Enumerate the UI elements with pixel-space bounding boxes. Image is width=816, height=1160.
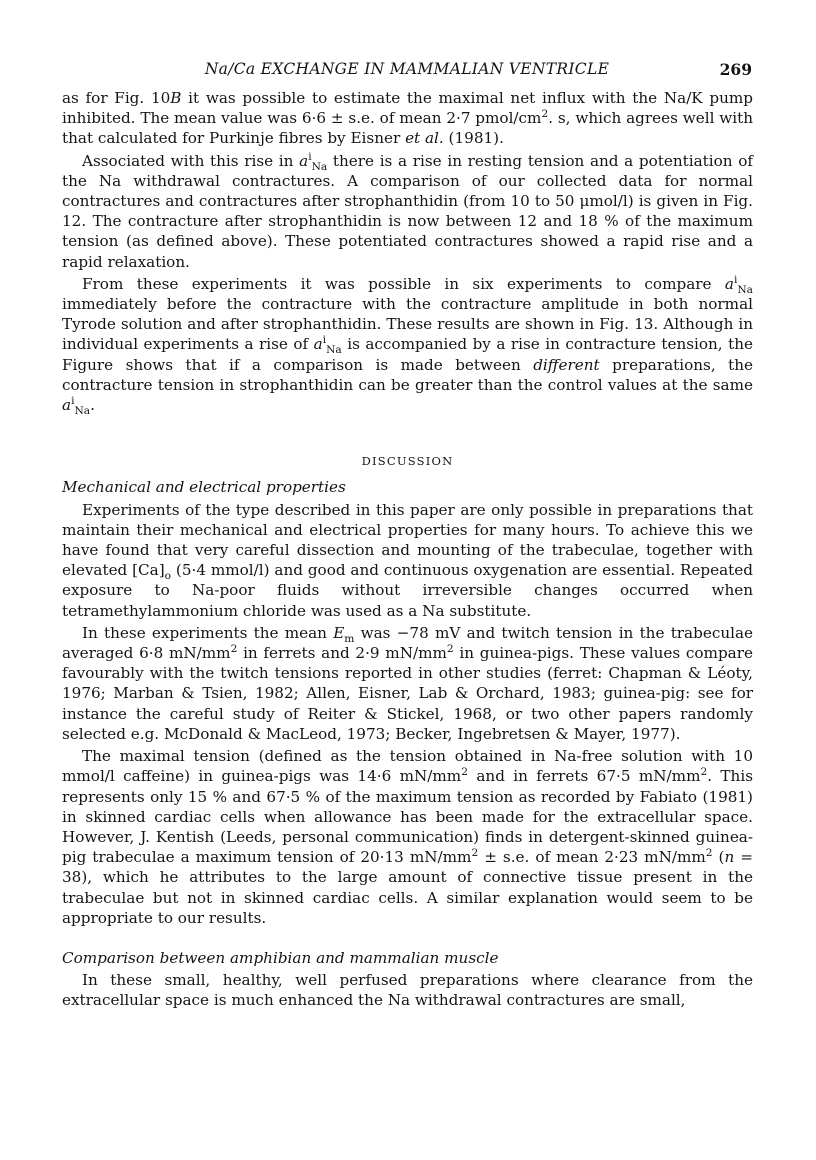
paragraph-1: as for Fig. 10B it was possible to estimate the maximal net influx with the Na/K pump inhibited. The mean value was 6·6 ± s.e. of mean 2·7 pmol/$cm^2$. s, which agrees well with that calculated for Purkinje fibres by Eisner et al. (1981). bbox=[62, 89, 754, 148]
activity-symbol: $a^i_{Na}$ bbox=[724, 272, 753, 296]
activity-symbol: $a^i_{Na}$ bbox=[299, 149, 328, 173]
paragraph-6: The maximal tension (defined as the tension obtained in Na-free solution with 10 mmol/l caffeine) in guinea-pigs was 14·6 $mN/mm^2$ and in ferrets 67·5 $mN/mm^2$. This represents only 15 % and 67·5 % of the maximum tension as recorded by Fabiato (1981) in skinned cardiac cells when allowance has been made for the extracellular space. However, J. Kentish (Leeds, personal communication) finds in detergent-skinned guinea-pig trabeculae a maximum tension of 20·13 $mN/mm^2 \pm s.e$. of mean 2·23 $mN/mm^2$ (n = 38), which he attributes to the large amount of connective tissue present in the trabeculae but not in skinned cardiac cells. A similar explanation would seem to be appropriate to our results. bbox=[62, 747, 754, 927]
discussion-heading: DISCUSSION bbox=[361, 454, 454, 469]
paragraph-4: Experiments of the type described in this paper are only possible in preparations that maintain their mechanical and electrical properties for many hours. To achieve this we have found that very careful dissection and mounting of the trabeculae, together with elevated $[Ca]_o$ (5·4 mmol/l) and good and continuous oxygenation are essential. Repeated exposure to Na-poor fluids without irreversible changes occurred when tetramethylammonium chloride was used as a Na substitute. bbox=[62, 500, 753, 620]
activity-symbol: $a^i_{Na}$ bbox=[313, 333, 342, 357]
paragraph-5: In these experiments the mean $E_m$ was −78 mV and twitch tension in the trabeculae averaged 6·8 $mN/mm^2$ in ferrets and 2·9 $mN/mm^2$ in guinea-pigs. These values compare favourably with the twitch tensions reported in other studies (ferret: Chapman & Léoty, 1976; Marban & Tsien, 1982; Allen, Eisner, Lab & Orchard, 1983; guinea-pig: see for instance the careful study of Reiter & Stickel, 1968, or two other papers randomly selected e.g. McDonald & MacLeod, 1973; Becker, Ingebretsen & Mayer, 1977). bbox=[62, 623, 754, 743]
activity-symbol: $a^i_{Na}$ bbox=[62, 393, 91, 418]
paragraph-3: From these experiments it was possible in six experiments to compare $a^i_{Na}$ immediately before the contracture with the contracture amplitude in both normal Tyrode solution and after strophanthidin. These results are shown in Fig. 13. Although in individual experiments a rise of $a^i_{Na}$ is accompanied by a rise in contracture tension, the Figure shows that if a comparison is made between different preparations, the contracture tension in strophanthidin can be greater than the control values at the same $a^i_{Na}$. bbox=[62, 272, 753, 418]
subheading-amphibian-mammalian: Comparison between amphibian and mammalian muscle bbox=[62, 948, 499, 967]
subheading-mechanical-electrical: Mechanical and electrical properties bbox=[62, 478, 346, 497]
running-title: Na/Ca EXCHANGE IN MAMMALIAN VENTRICLE bbox=[204, 60, 610, 78]
body-text bbox=[62, 88, 753, 1011]
paragraph-7: In these small, healthy, well perfused preparations where clearance from the extracellular space is much enhanced the Na withdrawal contractures are small, bbox=[62, 971, 753, 1010]
running-head bbox=[62, 60, 752, 84]
paragraph-2: Associated with this rise in $a^i_{Na}$ there is a rise in resting tension and a potentiation of the Na withdrawal contractures. A comparison of our collected data for normal contractures and contractures after strophanthidin (from 10 to 50 μmol/l) is given in Fig. 12. The contracture after strophanthidin is now between 12 and 18 % of the maximum tension (as defined above). These potentiated contractures showed a rapid rise and a rapid relaxation. bbox=[62, 149, 753, 271]
page-number: 269 bbox=[719, 60, 752, 79]
